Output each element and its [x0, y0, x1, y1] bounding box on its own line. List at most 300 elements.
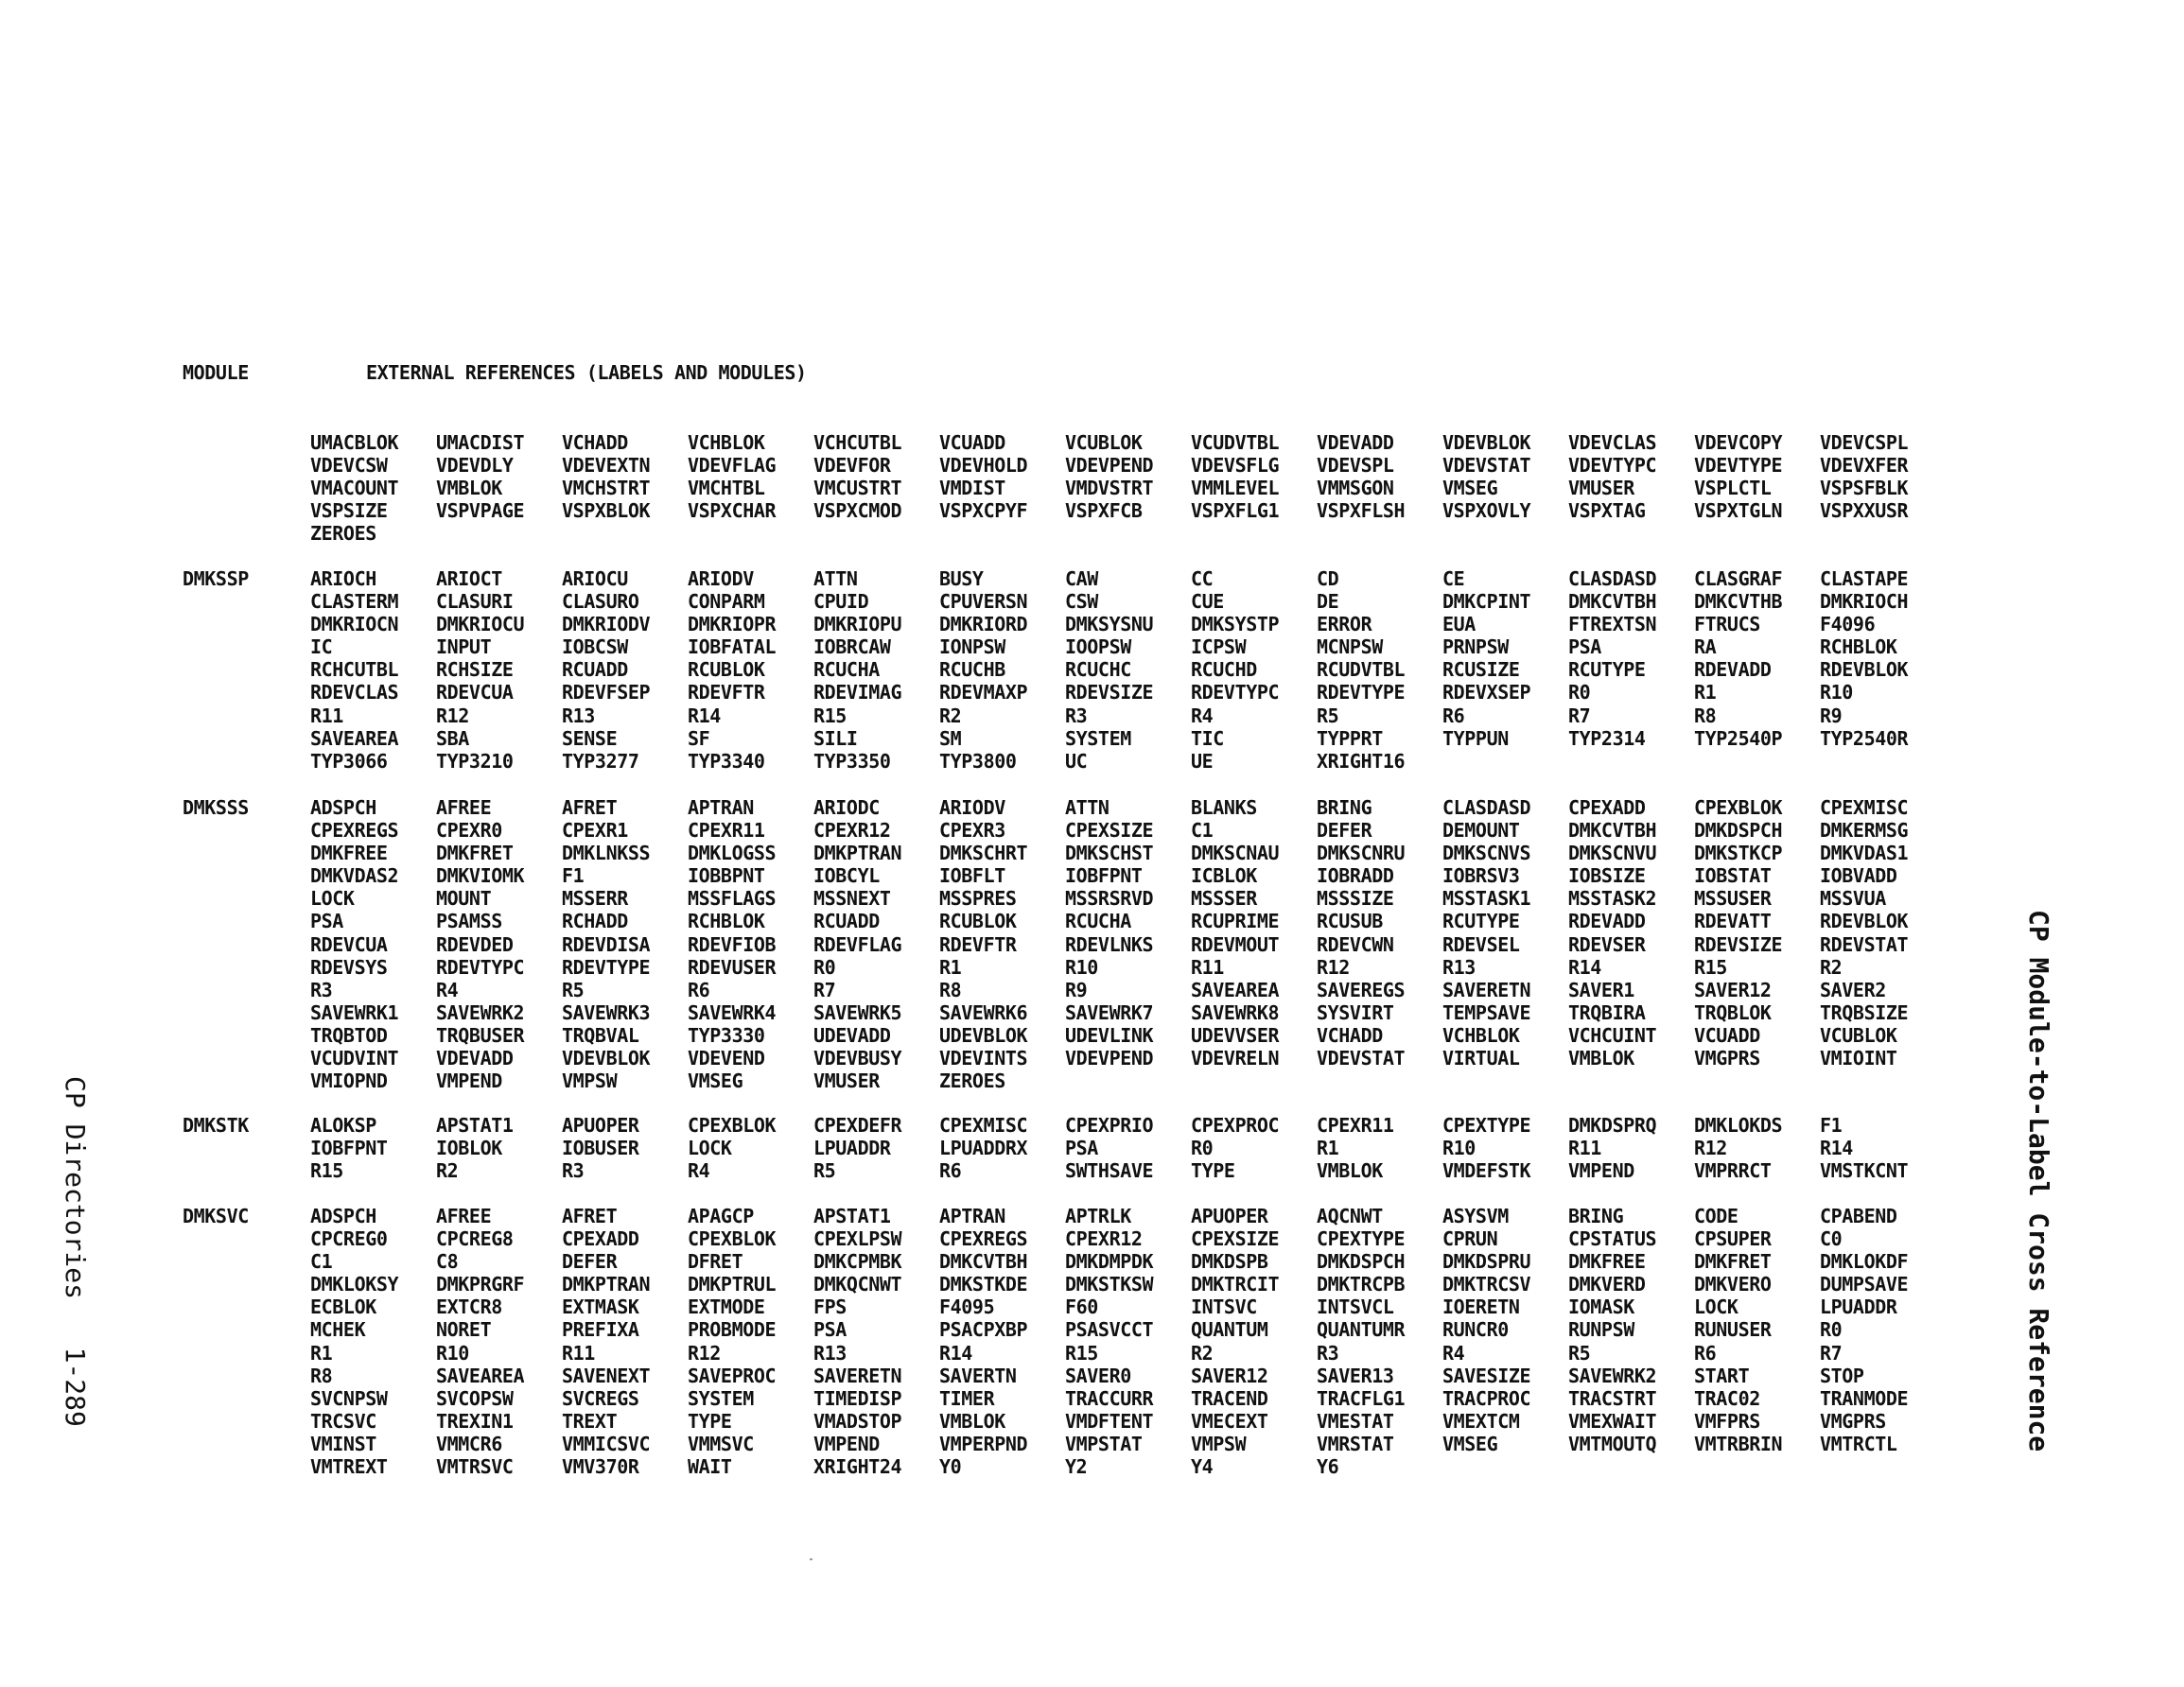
reference-label: VMMSVC [688, 1432, 754, 1455]
reference-label: MSSFLAGS [688, 887, 777, 911]
reference-label: R7 [1820, 1341, 1843, 1365]
reference-label: CPEXPROC [1191, 1114, 1280, 1137]
reference-label: R4 [436, 978, 459, 1001]
reference-label: C8 [436, 1250, 459, 1274]
reference-label: RDEVDISA [562, 932, 651, 956]
reference-label: UMACDIST [436, 431, 525, 454]
reference-label: DE [1317, 590, 1339, 614]
reference-label: TRAC02 [1694, 1386, 1760, 1410]
reference-label: CPABEND [1820, 1205, 1897, 1227]
reference-label: R2 [436, 1159, 459, 1183]
reference-label: TYP3330 [688, 1023, 765, 1047]
reference-label: DMKCVTBH [939, 1250, 1028, 1274]
reference-label: VMUSER [813, 1070, 880, 1093]
reference-label: RDEVFSEP [562, 681, 651, 704]
reference-label: F4096 [1820, 613, 1876, 636]
reference-label: DMKCPINT [1442, 590, 1531, 614]
reference-label: BLANKS [1191, 796, 1257, 819]
reference-label: ARIODV [688, 567, 754, 590]
reference-label: R6 [939, 1159, 962, 1183]
reference-label: R0 [1568, 681, 1591, 704]
reference-label: PSACPXBP [939, 1318, 1028, 1342]
reference-label: R2 [1191, 1341, 1214, 1365]
reference-label: ARIOCH [310, 567, 376, 590]
reference-label: CPEXPRIO [1065, 1114, 1154, 1137]
reference-label: SAVER13 [1317, 1364, 1394, 1387]
reference-label: VDEVSFLG [1191, 454, 1280, 478]
reference-label: AFREE [436, 796, 492, 819]
reference-label: SVCOPSW [436, 1386, 514, 1410]
reference-label: VMTMOUTQ [1568, 1432, 1657, 1455]
reference-label: RDEVFTR [688, 681, 765, 704]
reference-label: RCHSIZE [436, 658, 514, 682]
reference-label: DMKRIOCN [310, 613, 399, 636]
reference-label: Y6 [1317, 1455, 1339, 1479]
reference-label: VDEVRELN [1191, 1047, 1280, 1070]
reference-label: RDEVXSEP [1442, 681, 1531, 704]
reference-label: VSPXFCB [1065, 499, 1143, 523]
reference-label: SAVESIZE [1442, 1364, 1531, 1387]
reference-label: SAVER0 [1065, 1364, 1131, 1387]
reference-label: RDEVMOUT [1191, 932, 1280, 956]
reference-label: R0 [1820, 1318, 1843, 1342]
reference-label: SWTHSAVE [1065, 1159, 1154, 1183]
reference-label: IC [310, 635, 333, 659]
reference-label: RDEVTYPE [562, 955, 651, 979]
reference-label: IOBSTAT [1694, 864, 1772, 888]
reference-label: RCUDVTBL [1317, 658, 1406, 682]
reference-label: VSPXTAG [1568, 499, 1646, 523]
reference-label: VMBLOK [939, 1409, 1005, 1433]
reference-label: FTRUCS [1694, 613, 1760, 636]
reference-label: VMPSW [1191, 1432, 1247, 1455]
reference-label: VSPSFBLK [1820, 477, 1909, 500]
reference-label: RDEVBLOK [1820, 658, 1909, 682]
reference-label: RUNPSW [1568, 1318, 1634, 1342]
reference-label: R8 [939, 978, 962, 1001]
reference-label: MSSSIZE [1317, 887, 1394, 911]
reference-label: XRIGHT16 [1317, 749, 1406, 773]
reference-label: AQCNWT [1317, 1205, 1383, 1227]
reference-label: RDEVFIOB [688, 932, 777, 956]
reference-label: RDEVFTR [939, 932, 1017, 956]
reference-label: VMGPRS [1820, 1409, 1886, 1433]
reference-label: VDEVCOPY [1694, 431, 1783, 454]
reference-label: VMECEXT [1191, 1409, 1268, 1433]
reference-label: VMDVSTRT [1065, 477, 1154, 500]
reference-label: SAVER2 [1820, 978, 1886, 1001]
reference-label: RDEVTYPC [436, 955, 525, 979]
reference-label: R6 [1694, 1341, 1717, 1365]
reference-label: VMPSTAT [1065, 1432, 1143, 1455]
reference-label: APTRAN [939, 1205, 1005, 1227]
reference-label: C1 [1191, 819, 1214, 843]
reference-label: SAVEWRK2 [1568, 1364, 1657, 1387]
reference-label: EXTMASK [562, 1296, 639, 1319]
reference-label: TRQBLOK [1694, 1000, 1772, 1024]
reference-label: TYP3350 [813, 749, 891, 773]
reference-label: VCHADD [562, 431, 628, 454]
reference-label: R12 [1317, 955, 1350, 979]
reference-label: VDEVHOLD [939, 454, 1028, 478]
reference-label: R14 [1820, 1137, 1853, 1160]
reference-label: TYP3210 [436, 749, 514, 773]
reference-label: VMMSGON [1317, 477, 1394, 500]
reference-label: MCNPSW [1317, 635, 1383, 659]
reference-label: SVCREGS [562, 1386, 639, 1410]
reference-label: IOMASK [1568, 1296, 1634, 1319]
reference-label: R15 [813, 704, 847, 727]
reference-label: RDEVSIZE [1065, 681, 1154, 704]
reference-label: IOERETN [1442, 1296, 1520, 1319]
page-running-title: CP Module-to-Label Cross Reference [2023, 910, 2054, 1452]
reference-list [310, 1205, 1946, 1478]
reference-label: VDEVEXTN [562, 454, 651, 478]
reference-label: DEFER [1317, 819, 1372, 843]
reference-label: CPUVERSN [939, 590, 1028, 614]
reference-label: VCUADD [1694, 1023, 1760, 1047]
reference-label: VSPXOVLY [1442, 499, 1531, 523]
reference-label: AFREE [436, 1205, 492, 1227]
reference-label: R2 [1820, 955, 1843, 979]
reference-label: R0 [813, 955, 836, 979]
reference-label: LPUADDRX [939, 1137, 1028, 1160]
reference-label: ICBLOK [1191, 864, 1257, 888]
reference-label: VSPXCMOD [813, 499, 902, 523]
reference-label: PSA [1065, 1137, 1098, 1160]
reference-label: XRIGHT24 [813, 1455, 902, 1479]
reference-label: CPEXR1 [562, 819, 628, 843]
reference-label: R11 [310, 704, 343, 727]
reference-label: R14 [939, 1341, 972, 1365]
reference-label: R7 [813, 978, 836, 1001]
reference-label: DMKRIOCH [1820, 590, 1909, 614]
reference-label: VMUSER [1568, 477, 1634, 500]
reference-label: VDEVEND [688, 1047, 765, 1070]
reference-label: DMKCVTHB [1694, 590, 1783, 614]
reference-label: ARIODV [939, 796, 1005, 819]
reference-list [310, 1114, 1946, 1182]
reference-label: IOBFPNT [1065, 864, 1143, 888]
reference-label: VMPSW [562, 1070, 618, 1093]
reference-label: RDEVSYS [310, 955, 388, 979]
reference-label: VMMLEVEL [1191, 477, 1280, 500]
reference-label: VMMCR6 [436, 1432, 502, 1455]
reference-label: CPSUPER [1694, 1227, 1772, 1251]
reference-label: CPEXR12 [813, 819, 891, 843]
reference-label: VDEVBUSY [813, 1047, 902, 1070]
reference-label: SYSTEM [1065, 726, 1131, 750]
reference-label: VMADSTOP [813, 1409, 902, 1433]
reference-label: RDEVTYPC [1191, 681, 1280, 704]
reference-label: VCUBLOK [1820, 1023, 1897, 1047]
reference-label: SAVEWRK4 [688, 1000, 777, 1024]
reference-label: DMKPRGRF [436, 1273, 525, 1296]
reference-label: CPEXSIZE [1065, 819, 1154, 843]
reference-label: SAVER12 [1191, 1364, 1268, 1387]
reference-label: DMKVERD [1568, 1273, 1646, 1296]
reference-label: DMKDSPB [1191, 1250, 1268, 1274]
reference-label: VMV370R [562, 1455, 639, 1479]
reference-label: VSPXXUSR [1820, 499, 1909, 523]
reference-label: CPEXBLOK [688, 1114, 777, 1137]
reference-label: DMKTRCPB [1317, 1273, 1406, 1296]
reference-label: VDEVPEND [1065, 1047, 1154, 1070]
reference-label: VDEVFOR [813, 454, 891, 478]
reference-label: APUOPER [1191, 1205, 1268, 1227]
reference-label: DMKSCNAU [1191, 842, 1280, 865]
reference-label: TYP2540R [1820, 726, 1909, 750]
reference-label: VCHCUTBL [813, 431, 902, 454]
reference-label: VMFPRS [1694, 1409, 1760, 1433]
reference-label: DMKPTRAN [562, 1273, 651, 1296]
reference-label: Y0 [939, 1455, 962, 1479]
reference-label: MSSPRES [939, 887, 1017, 911]
reference-label: CD [1317, 567, 1339, 590]
reference-label: DMKLOKSY [310, 1273, 399, 1296]
reference-label: ARIODC [813, 796, 880, 819]
reference-label: UDEVLINK [1065, 1023, 1154, 1047]
reference-label: TRANMODE [1820, 1386, 1909, 1410]
reference-label: VMINST [310, 1432, 376, 1455]
reference-label: SENSE [562, 726, 618, 750]
reference-label: DEMOUNT [1442, 819, 1520, 843]
reference-label: RDEVFLAG [813, 932, 902, 956]
reference-label: TEMPSAVE [1442, 1000, 1531, 1024]
reference-label: VSPXBLOK [562, 499, 651, 523]
reference-label: F60 [1065, 1296, 1098, 1319]
reference-label: CLASTAPE [1820, 567, 1909, 590]
reference-label: VDEVXFER [1820, 454, 1909, 478]
reference-label: CSW [1065, 590, 1098, 614]
scan-speck [810, 1558, 812, 1560]
reference-label: DEFER [562, 1250, 618, 1274]
reference-label: LOCK [688, 1137, 732, 1160]
reference-label: MSSRSRVD [1065, 887, 1154, 911]
reference-label: TRACEND [1191, 1386, 1268, 1410]
reference-label: ARIOCU [562, 567, 628, 590]
reference-label: CONPARM [688, 590, 765, 614]
reference-label: DMKCVTBH [1568, 590, 1657, 614]
reference-label: DFRET [688, 1250, 743, 1274]
reference-label: EUA [1442, 613, 1476, 636]
reference-label: VMMICSVC [562, 1432, 651, 1455]
reference-label: SAVEWRK3 [562, 1000, 651, 1024]
reference-label: R15 [1065, 1341, 1098, 1365]
reference-label: VDEVINTS [939, 1047, 1028, 1070]
reference-list [310, 796, 1946, 1092]
reference-label: RDEVCWN [1317, 932, 1394, 956]
reference-label: INTSVCL [1317, 1296, 1394, 1319]
reference-label: SYSVIRT [1317, 1000, 1394, 1024]
module-name: DMKSTK [183, 1114, 249, 1137]
reference-label: DMKQCNWT [813, 1273, 902, 1296]
reference-label: VMTREXT [310, 1455, 388, 1479]
reference-label: R9 [1820, 704, 1843, 727]
reference-label: R3 [310, 978, 333, 1001]
reference-label: IOBFPNT [310, 1137, 388, 1160]
reference-label: TRQBVAL [562, 1023, 639, 1047]
reference-label: DMKVIOMK [436, 864, 525, 888]
reference-label: VSPXFLG1 [1191, 499, 1280, 523]
reference-label: DMKRIOPR [688, 613, 777, 636]
reference-label: DMKFREE [310, 842, 388, 865]
reference-label: VDEVBLOK [1442, 431, 1531, 454]
reference-label: IOBBPNT [688, 864, 765, 888]
reference-label: SAVEWRK5 [813, 1000, 902, 1024]
reference-label: SAVER12 [1694, 978, 1772, 1001]
reference-label: APAGCP [688, 1205, 754, 1227]
reference-label: CC [1191, 567, 1214, 590]
reference-label: CLASTERM [310, 590, 399, 614]
reference-label: R13 [562, 704, 595, 727]
reference-label: CPUID [813, 590, 869, 614]
reference-label: VDEVSPL [1317, 454, 1394, 478]
reference-label: VMTRSVC [436, 1455, 514, 1479]
reference-label: MSSSER [1191, 887, 1257, 911]
reference-label: VMEXWAIT [1568, 1409, 1657, 1433]
reference-label: VMPERPND [939, 1432, 1028, 1455]
reference-label: CPSTATUS [1568, 1227, 1657, 1251]
reference-label: VSPVPAGE [436, 499, 525, 523]
reference-label: VMTRCTL [1820, 1432, 1897, 1455]
reference-label: AFRET [562, 1205, 618, 1227]
reference-label: CPCREG0 [310, 1227, 388, 1251]
reference-label: DMKRIORD [939, 613, 1028, 636]
reference-label: DMKSTKCP [1694, 842, 1783, 865]
reference-label: ADSPCH [310, 796, 376, 819]
reference-label: VSPSIZE [310, 499, 388, 523]
reference-label: R2 [939, 704, 962, 727]
reference-label: PSASVCCT [1065, 1318, 1154, 1342]
reference-label: RDEVSTAT [1820, 932, 1909, 956]
reference-label: R1 [939, 955, 962, 979]
reference-label: MSSTASK1 [1442, 887, 1531, 911]
reference-label: RCHBLOK [1820, 635, 1897, 659]
reference-label: RCUADD [562, 658, 628, 682]
reference-label: R4 [1442, 1341, 1465, 1365]
reference-label: VSPXTGLN [1694, 499, 1783, 523]
reference-label: VSPXCPYF [939, 499, 1028, 523]
reference-label: R4 [1191, 704, 1214, 727]
reference-label: RCUCHA [1065, 910, 1131, 933]
reference-label: DMKSCNRU [1317, 842, 1406, 865]
reference-label: CPEXBLOK [688, 1227, 777, 1251]
reference-label: TYP3800 [939, 749, 1017, 773]
reference-label: TREXT [562, 1409, 618, 1433]
reference-label: R13 [1442, 955, 1476, 979]
reference-label: R3 [1317, 1341, 1339, 1365]
reference-label: APTRLK [1065, 1205, 1131, 1227]
reference-label: ATTN [1065, 796, 1109, 819]
reference-label: VMACOUNT [310, 477, 399, 500]
reference-label: TYP2540P [1694, 726, 1783, 750]
reference-label: VDEVDLY [436, 454, 514, 478]
reference-label: RCHBLOK [688, 910, 765, 933]
reference-label: CLASURI [436, 590, 514, 614]
reference-label: SAVEAREA [310, 726, 399, 750]
reference-label: DMKFRET [1694, 1250, 1772, 1274]
reference-label: APSTAT1 [436, 1114, 514, 1137]
reference-label: TYP2314 [1568, 726, 1646, 750]
reference-label: R5 [562, 978, 585, 1001]
reference-label: QUANTUMR [1317, 1318, 1406, 1342]
reference-label: DMKCVTBH [1568, 819, 1657, 843]
reference-label: TYPE [688, 1409, 732, 1433]
reference-label: SAVEWRK8 [1191, 1000, 1280, 1024]
reference-label: VDEVBLOK [562, 1047, 651, 1070]
reference-label: SAVEWRK6 [939, 1000, 1028, 1024]
reference-label: R5 [813, 1159, 836, 1183]
reference-label: RDEVCUA [436, 681, 514, 704]
reference-label: DMKDSPCH [1317, 1250, 1406, 1274]
reference-label: CPEXREGS [310, 819, 399, 843]
reference-label: RDEVMAXP [939, 681, 1028, 704]
reference-label: VMIOPND [310, 1070, 388, 1093]
reference-label: VMCHTBL [688, 477, 765, 500]
reference-label: RCUADD [813, 910, 880, 933]
reference-label: DMKVDAS1 [1820, 842, 1909, 865]
reference-label: R10 [1820, 681, 1853, 704]
reference-label: PSA [813, 1318, 847, 1342]
reference-label: DMKVDAS2 [310, 864, 399, 888]
reference-label: DMKTRCSV [1442, 1273, 1531, 1296]
reference-label: DUMPSAVE [1820, 1273, 1909, 1296]
right-margin-caption [2009, 910, 2066, 1515]
reference-label: DMKFREE [1568, 1250, 1646, 1274]
reference-label: VMBLOK [1317, 1159, 1383, 1183]
reference-label: CODE [1694, 1205, 1738, 1227]
reference-label: SF [688, 726, 710, 750]
reference-label: VCUADD [939, 431, 1005, 454]
reference-label: VCHCUINT [1568, 1023, 1657, 1047]
reference-label: CPEXR3 [939, 819, 1005, 843]
reference-label: VSPLCTL [1694, 477, 1772, 500]
reference-label: R0 [1191, 1137, 1214, 1160]
reference-label: VDEVSTAT [1442, 454, 1531, 478]
reference-label: CPEXR0 [436, 819, 502, 843]
reference-label: C1 [310, 1250, 333, 1274]
reference-label: MSSUSER [1694, 887, 1772, 911]
reference-label: VMRSTAT [1317, 1432, 1394, 1455]
reference-label: VSPXCHAR [688, 499, 777, 523]
reference-label: BUSY [939, 567, 984, 590]
reference-label: RDEVLNKS [1065, 932, 1154, 956]
reference-label: F1 [1820, 1114, 1843, 1137]
reference-label: RCHCUTBL [310, 658, 399, 682]
reference-label: TRQBSIZE [1820, 1000, 1909, 1024]
reference-label: VMPRRCT [1694, 1159, 1772, 1183]
reference-label: DMKSCHST [1065, 842, 1154, 865]
reference-label: R12 [1694, 1137, 1727, 1160]
reference-label: DMKRIOCU [436, 613, 525, 636]
reference-label: RDEVSEL [1442, 932, 1520, 956]
reference-label: DMKSYSNU [1065, 613, 1154, 636]
reference-label: R10 [1065, 955, 1098, 979]
reference-label: VDEVCLAS [1568, 431, 1657, 454]
reference-label: RCUCHA [813, 658, 880, 682]
reference-label: RUNCR0 [1442, 1318, 1509, 1342]
reference-label: CPEXR12 [1065, 1227, 1143, 1251]
reference-label: CPEXSIZE [1191, 1227, 1280, 1251]
reference-label: VIRTUAL [1442, 1047, 1520, 1070]
reference-label: VMPEND [813, 1432, 880, 1455]
reference-label: R11 [562, 1341, 595, 1365]
reference-label: MSSERR [562, 887, 628, 911]
reference-label: ZEROES [310, 522, 376, 546]
reference-label: VMSEG [1442, 1432, 1498, 1455]
reference-list [310, 431, 1946, 545]
